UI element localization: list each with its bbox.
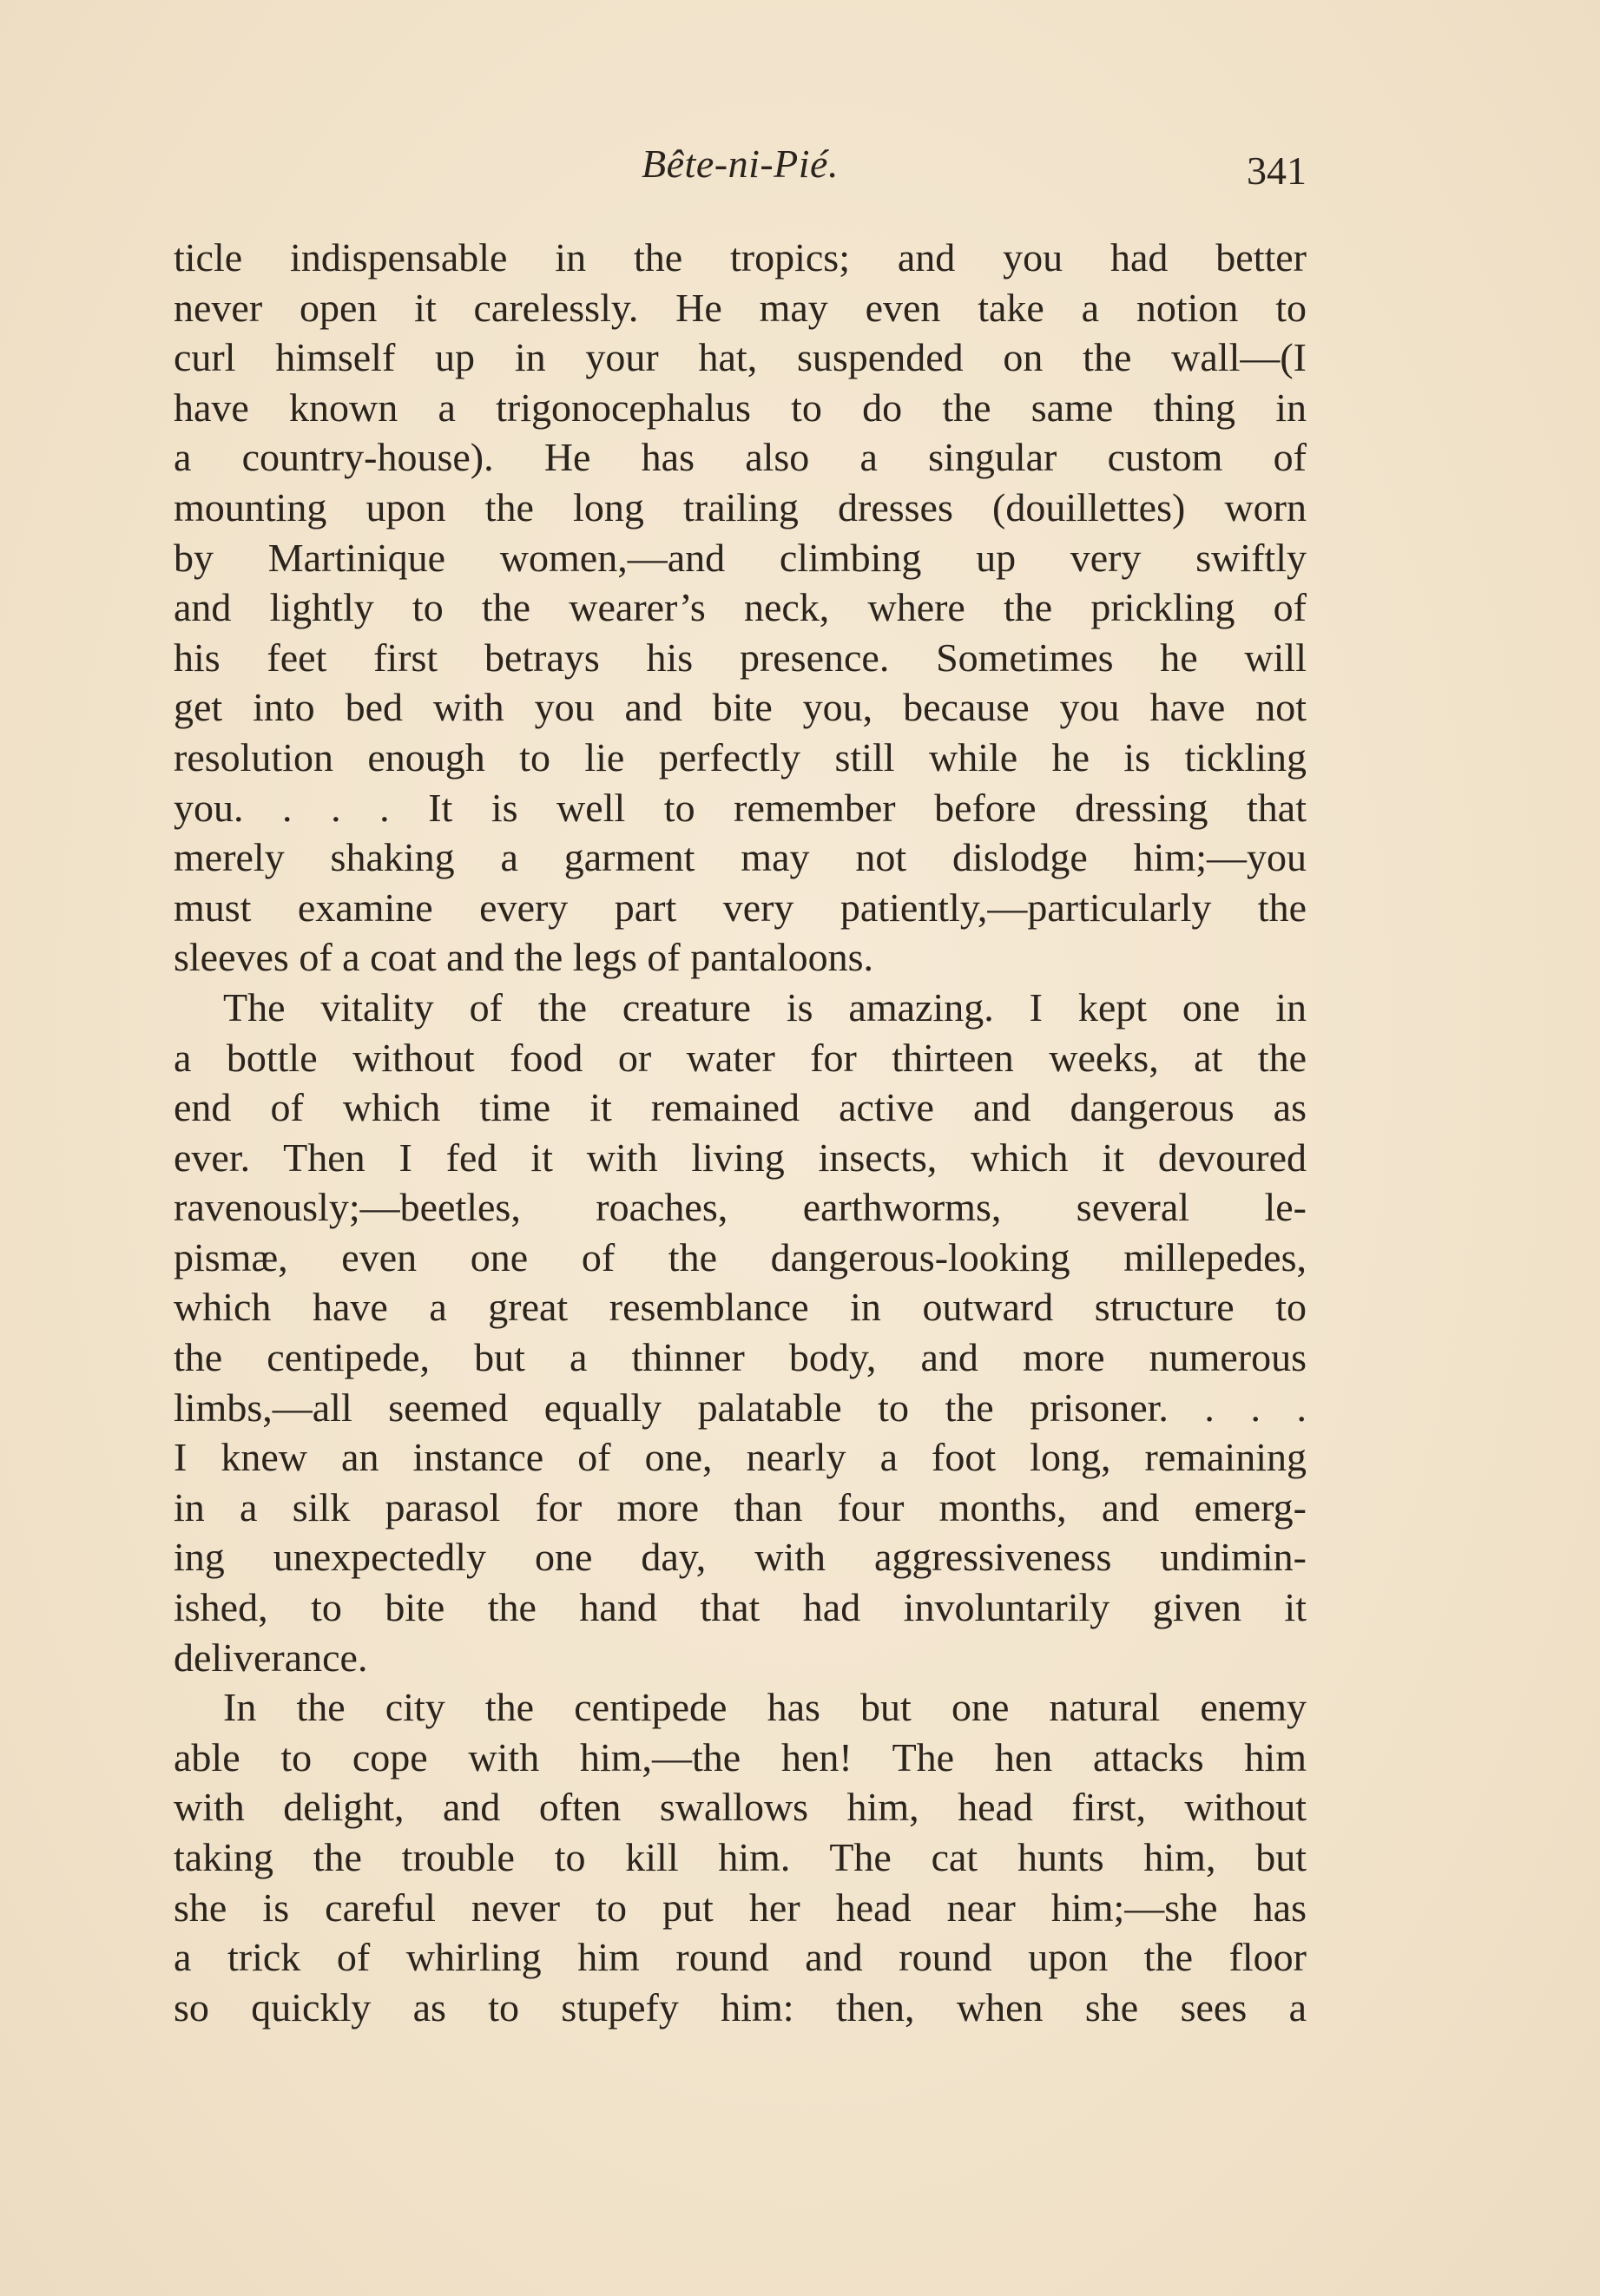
text-line: ravenously;—beetles, roaches, earthworms, several le-: [174, 1185, 1307, 1230]
body-text: [174, 233, 1307, 2032]
text-line: I knew an instance of one, nearly a foot long, remaining: [174, 1435, 1307, 1480]
text-line: end of which time it remained active and dangerous as: [174, 1085, 1307, 1130]
text-line: merely shaking a garment may not dislodge him;—you: [174, 835, 1307, 880]
text-line: taking the trouble to kill him. The cat hunts him, but: [174, 1835, 1307, 1879]
text-line: resolution enough to lie perfectly still while he is tickling: [174, 734, 1307, 780]
text-line: In the city the centipede has but one natural enemy: [223, 1685, 1307, 1730]
text-line: get into bed with you and bite you, because you have not: [174, 685, 1307, 730]
text-line: you. . . . It is well to remember before dressing that: [174, 785, 1307, 830]
text-line: mounting upon the long trailing dresses (douillettes) worn: [174, 484, 1307, 530]
page-number: 341: [1247, 148, 1307, 193]
page-header: [174, 130, 1307, 200]
text-line: a bottle without food or water for thirteen weeks, at the: [174, 1035, 1307, 1080]
text-line: the centipede, but a thinner body, and more numerous: [174, 1335, 1307, 1380]
text-line: ticle indispensable in the tropics; and you had better: [174, 235, 1307, 280]
text-line: limbs,—all seemed equally palatable to the prisoner. . . .: [174, 1385, 1307, 1430]
text-line: with delight, and often swallows him, head first, without: [174, 1785, 1307, 1830]
text-line: which have a great resemblance in outward structure to: [174, 1285, 1307, 1330]
text-line: his feet first betrays his presence. Sometimes he will: [174, 635, 1307, 680]
text-line: by Martinique women,—and climbing up very swiftly: [174, 535, 1307, 580]
text-line: in a silk parasol for more than four months, and emerg-: [174, 1484, 1307, 1530]
text-line: able to cope with him,—the hen! The hen attacks him: [174, 1734, 1307, 1780]
running-title: Bête-ni-Pié.: [642, 141, 839, 186]
text-line: and lightly to the wearer’s neck, where the prickling of: [174, 585, 1307, 630]
text-line: ing unexpectedly one day, with aggressiveness undimin-: [174, 1535, 1307, 1580]
text-line: have known a trigonocephalus to do the same thing in: [174, 385, 1307, 430]
text-line: never open it carelessly. He may even take a notion to: [174, 285, 1307, 330]
text-line: ever. Then I fed it with living insects, which it devoured: [174, 1135, 1307, 1180]
text-line: she is careful never to put her head near him;—she has: [174, 1885, 1307, 1930]
text-line: a trick of whirling him round and round upon the floor: [174, 1935, 1307, 1980]
text-line: pismæ, even one of the dangerous-looking millepedes,: [174, 1234, 1307, 1280]
text-line: a country-house). He has also a singular custom of: [174, 435, 1307, 480]
text-line: The vitality of the creature is amazing. I kept one in: [223, 984, 1307, 1030]
text-line: curl himself up in your hat, suspended on the wall—(I: [174, 335, 1307, 380]
text-line: must examine every part very patiently,—particularly the: [174, 885, 1307, 930]
text-line: ished, to bite the hand that had involuntarily given it: [174, 1585, 1307, 1630]
text-line: so quickly as to stupefy him: then, when she sees a: [174, 1984, 1307, 2030]
text-line: deliverance.: [174, 1635, 368, 1680]
text-line: sleeves of a coat and the legs of pantaloons.: [174, 935, 874, 980]
